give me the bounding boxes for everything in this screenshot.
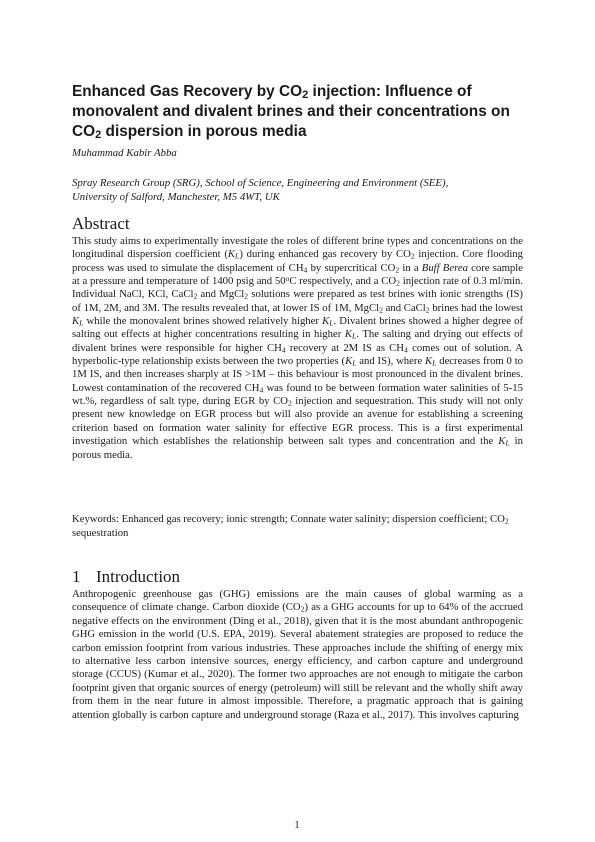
affiliation-line: University of Salford, Manchester, M5 4WT, UK — [72, 191, 280, 203]
abstract-text: solutions were prepared as test brines with ionic strengths (IS) of 1M, 2M, and 3M. The results revealed that, at lower IS of 1M, MgCl — [72, 288, 523, 314]
subscript: 2 — [504, 516, 509, 526]
abstract-text: in porous media. — [72, 435, 523, 461]
abstract-text: in a — [399, 261, 422, 274]
kl-symbol: K — [425, 355, 433, 368]
kl-subscript: L — [352, 331, 357, 341]
title-text: injection: Influence of monovalent and divalent brines and their concentrations on CO — [72, 83, 510, 140]
introduction-heading — [72, 566, 523, 588]
abstract-text: This study aims to experimentally investigate the roles of different brine types and concentrations on the longitudinal dispersion coefficient ( — [72, 235, 523, 261]
core-name: Buff Berea — [421, 261, 468, 274]
subscript: 2 — [425, 305, 430, 315]
section-number: 1 — [72, 567, 81, 586]
abstract-text: while the monovalent brines showed relatively higher — [83, 315, 323, 328]
abstract-text: comes out of solution. A hyperbolic-type relationship exists between the two properties ( — [72, 341, 523, 368]
keywords-text: sequestration — [72, 527, 129, 539]
abstract-text: ) during enhanced gas recovery by CO — [239, 248, 411, 261]
kl-symbol: K — [227, 248, 236, 261]
subscript: 2 — [244, 291, 249, 301]
kl-symbol: K — [72, 315, 80, 328]
abstract-text: . The salting and drying out effects of divalent brines were responsible for higher CH — [72, 328, 523, 354]
affiliation — [72, 176, 523, 204]
keywords — [72, 512, 523, 540]
keywords-label: Keywords — [72, 513, 116, 525]
subscript: 2 — [287, 398, 292, 408]
abstract-body — [72, 235, 523, 462]
kl-symbol: K — [322, 315, 330, 328]
intro-text: ) as a GHG accounts for up to 64% of the accrued negative effects on the environment (Ding et al., 2018), given that it is the most abundant anthropogenic GHG emission in the world (U.S. EPA, 2019). Several abatement strategies are proposed to reduce the carbon emission footprint from various industries. These approaches include the shifting of energy mix to alternative less carbon intensive sources, energy efficiency, and carbon capture and underground storage (CCUS) (Kumar et al., 2020). The former two approaches are not enough to mitigate the carbon footprint given that organic sources of energy (petroleum) will still be relevant and the wholly shift away from them in the near future in almost impossible. Therefore, a pragmatic approach that is gaining attention globally is carbon capture and underground storage (Raza et al., 2017). This involves capturing — [72, 601, 524, 721]
abstract-text: injection. Core flooding process was used to simulate the displacement of CH — [72, 248, 523, 274]
kl-subscript: L — [79, 318, 84, 328]
author-name: Muhammad Kabir Abba — [72, 147, 177, 159]
introduction-body — [72, 588, 523, 722]
subscript: 2 — [379, 305, 383, 315]
title-text: dispersion in porous media — [101, 123, 307, 140]
abstract-text: decreases from 0 to 1M IS, and then increases sharply at IS >1M – this behaviour is most pronounced in the divalent brines. Lowest contamination of the recovered CH — [72, 355, 524, 394]
subscript: 4 — [259, 385, 264, 395]
abstract-text: injection and sequestration. This study will not only present new knowledge on EGR process but will also provide an avenue for establishing a screening criterion based on formation water salinity for effective EGR process. This is a first experimental investigation which establishes the relationship between salt types and concentration and the — [72, 395, 523, 448]
kl-symbol: K — [345, 355, 353, 368]
kl-subscript: L — [235, 251, 240, 261]
subscript: 2 — [396, 278, 400, 288]
abstract-text: brines had the lowest — [429, 301, 523, 314]
abstract-text: and MgCl — [197, 288, 245, 301]
abstract-heading: Abstract — [72, 214, 130, 233]
title-subscript: 2 — [95, 129, 102, 142]
abstract-text: core sample at a pressure and temperature of 1400 psig and 50 — [72, 261, 523, 288]
title-subscript: 2 — [302, 89, 309, 102]
kl-subscript: L — [352, 358, 357, 368]
kl-subscript: L — [505, 438, 510, 448]
affiliation-line: Spray Research Group (SRG), School of Science, Engineering and Environment (SEE), — [72, 177, 449, 189]
subscript: 2 — [193, 291, 198, 301]
abstract-text: by supercritical CO — [307, 261, 396, 274]
section-title: Introduction — [96, 567, 181, 586]
abstract-text: C respectively, and a CO — [289, 275, 397, 288]
abstract-text: recovery at 2M IS as CH — [285, 341, 405, 354]
abstract-text: and IS), where — [356, 355, 425, 368]
abstract-text: injection rate of 0.3 ml/min. Individual NaCl, KCl, CaCl — [72, 275, 523, 301]
kl-symbol: K — [498, 435, 506, 448]
paper-title — [72, 82, 523, 142]
degree-superscript: o — [285, 274, 290, 284]
subscript: 2 — [395, 265, 400, 275]
page-number: 1 — [294, 820, 300, 831]
title-text: Enhanced Gas Recovery by CO — [72, 83, 303, 100]
subscript: 2 — [410, 251, 415, 261]
subscript: 4 — [281, 345, 286, 355]
keywords-text: : Enhanced gas recovery; ionic strength; Connate water salinity; dispersion coefficient; CO — [115, 513, 505, 525]
subscript: 4 — [404, 345, 408, 355]
abstract-text: and CaCl — [382, 301, 426, 314]
kl-subscript: L — [329, 318, 334, 328]
abstract-text: . Divalent brines showed a higher degree of salting out effects at higher concentrations resulting in higher — [72, 315, 524, 341]
kl-subscript: L — [432, 358, 437, 368]
kl-symbol: K — [344, 328, 352, 341]
intro-text: Anthropogenic greenhouse gas (GHG) emissions are the main causes of global warming as a consequence of climate change. Carbon dioxide (CO — [72, 588, 523, 614]
subscript: 2 — [300, 604, 305, 614]
abstract-text: was found to be between formation water salinities of 5-15 wt.%, regardless of salt type, during EGR by CO — [72, 381, 523, 408]
subscript: 4 — [303, 265, 308, 275]
